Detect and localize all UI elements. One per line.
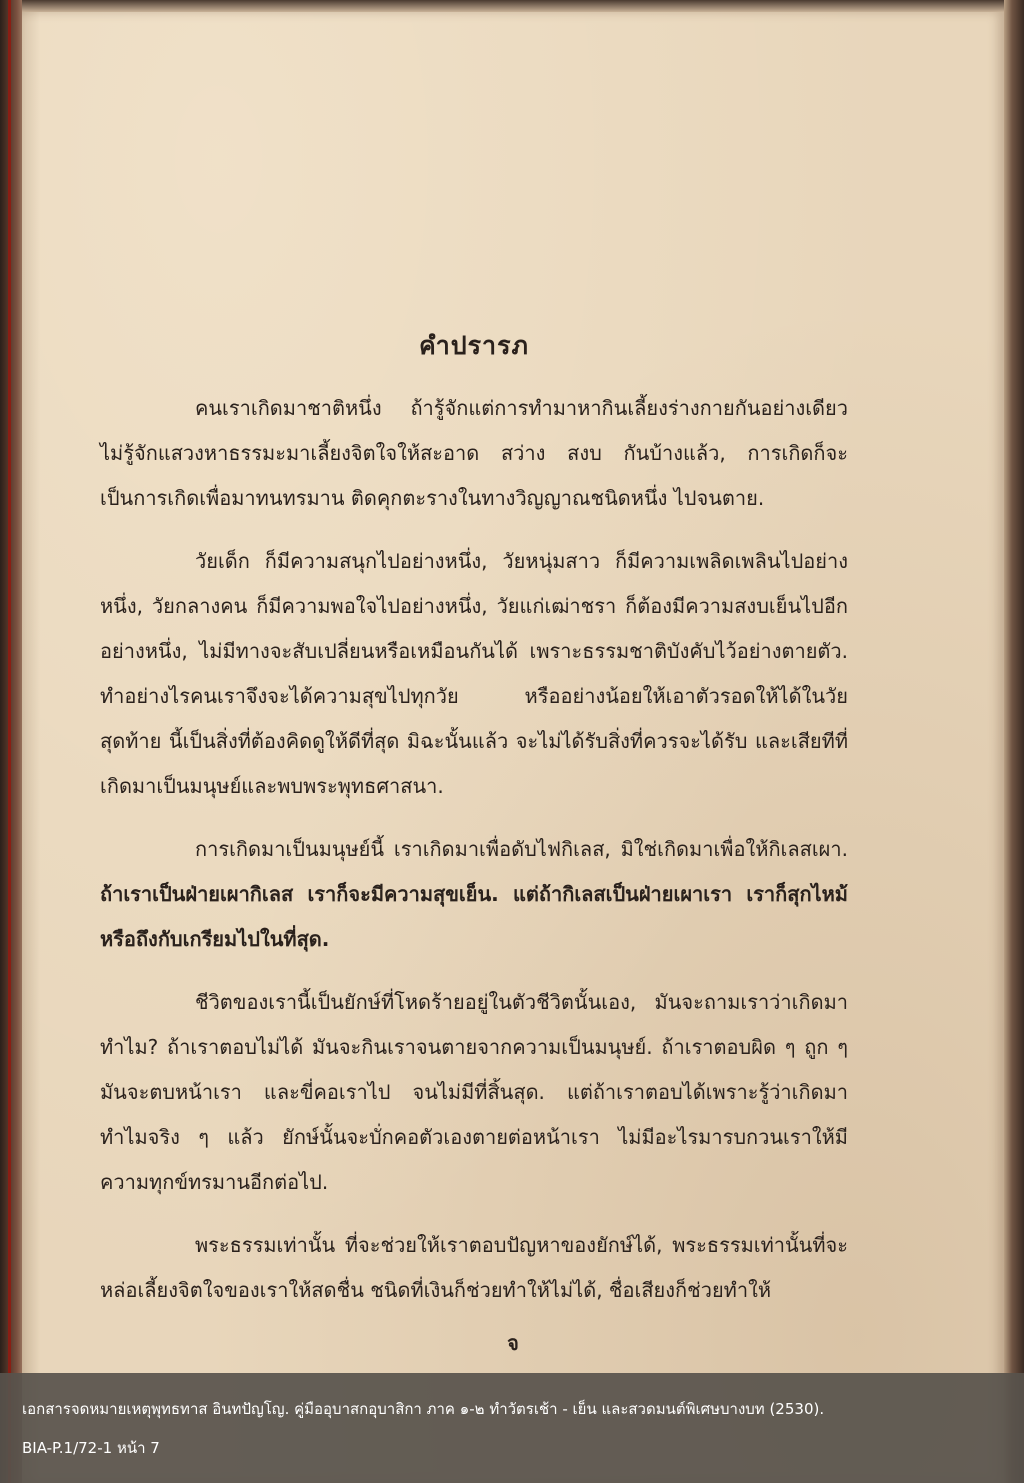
page-top-edge	[22, 0, 1004, 12]
paragraph-4	[100, 980, 848, 1205]
caption-reference: BIA-P.1/72-1 หน้า 7	[22, 1439, 160, 1457]
page-title: คำปรารภ	[418, 331, 529, 360]
binding-spine-edge	[8, 0, 11, 1483]
paragraph-text: การเกิดมาเป็นมนุษย์นี้ เราเกิดมาเพื่อดับไฟกิเลส, มิใช่เกิดมาเพื่อให้กิเลสเผา.	[195, 837, 848, 861]
page-content	[100, 326, 848, 1331]
caption-citation: เอกสารจดหมายเหตุพุทธทาส อินทปัญโญ. คู่มืออุบาสกอุบาสิกา ภาค ๑-๒ ทำวัตรเช้า - เย็น และสวดมนต์พิเศษบางบท (2530).	[22, 1400, 825, 1418]
paragraph-3	[100, 827, 848, 962]
paragraph-text: วัยเด็ก ก็มีความสนุกไปอย่างหนึ่ง, วัยหนุ่มสาว ก็มีความเพลิดเพลินไปอย่างหนึ่ง, วัยกลางคน ก็มีความพอใจไปอย่างหนึ่ง, วัยแก่เฒ่าชรา ก็ต้องมีความสงบเย็นไปอีกอย่างหนึ่ง, ไม่มีทางจะสับเปลี่ยนหรือเหมือนกันได้ เพราะธรรมชาติบังคับไว้อย่างตายตัว. ทำอย่างไรคนเราจึงจะได้ความสุขไปทุกวัย หรืออย่างน้อยให้เอาตัวรอดให้ได้ในวัยสุดท้าย นี้เป็นสิ่งที่ต้องคิดดูให้ดีที่สุด มิฉะนั้นแล้ว จะไม่ได้รับสิ่งที่ควรจะได้รับ และเสียทีที่เกิดมาเป็นมนุษย์และพบพระพุทธศาสนา.	[100, 549, 848, 798]
paragraph-text: คนเราเกิดมาชาติหนึ่ง ถ้ารู้จักแต่การทำมาหากินเลี้ยงร่างกายกันอย่างเดียว ไม่รู้จักแสวงหาธรรมะมาเลี้ยงจิตใจให้สะอาด สว่าง สงบ กันบ้างแล้ว, การเกิดก็จะเป็นการเกิดเพื่อมาทนทรมาน ติดคุกตะรางในทางวิญญาณชนิดหนึ่ง ไปจนตาย.	[100, 396, 848, 510]
book-binding	[0, 0, 24, 1483]
paragraph-2	[100, 539, 848, 809]
paragraph-text-bold: ถ้าเราเป็นฝ่ายเผากิเลส เราก็จะมีความสุขเย็น. แต่ถ้ากิเลสเป็นฝ่ายเผาเรา เราก็สุกไหม้ หรือถึงกับเกรียมไปในที่สุด.	[100, 882, 848, 951]
page-right-edge	[1004, 0, 1024, 1483]
paragraph-1	[100, 386, 848, 521]
paragraph-text: ชีวิตของเรานี้เป็นยักษ์ที่โหดร้ายอยู่ในตัวชีวิตนั้นเอง, มันจะถามเราว่าเกิดมาทำไม? ถ้าเราตอบไม่ได้ มันจะกินเราจนตายจากความเป็นมนุษย์. ถ้าเราตอบผิด ๆ ถูก ๆ มันจะตบหน้าเรา และขี่คอเราไป จนไม่มีที่สิ้นสุด. แต่ถ้าเราตอบได้เพราะรู้ว่าเกิดมาทำไมจริง ๆ แล้ว ยักษ์นั้นจะบั่กคอตัวเองตายต่อหน้าเรา ไม่มีอะไรมารบกวนเราให้มีความทุกข์ทรมานอีกต่อไป.	[100, 990, 848, 1194]
page-number: จ	[507, 1331, 519, 1355]
caption-bar	[0, 1373, 1024, 1483]
paragraph-text: พระธรรมเท่านั้น ที่จะช่วยให้เราตอบปัญหาของยักษ์ได้, พระธรรมเท่านั้นที่จะหล่อเลี้ยงจิตใจของเราให้สดชื่น ชนิดที่เงินก็ช่วยทำให้ไม่ได้, ชื่อเสียงก็ช่วยทำให้	[100, 1233, 848, 1302]
paragraph-5	[100, 1223, 848, 1313]
